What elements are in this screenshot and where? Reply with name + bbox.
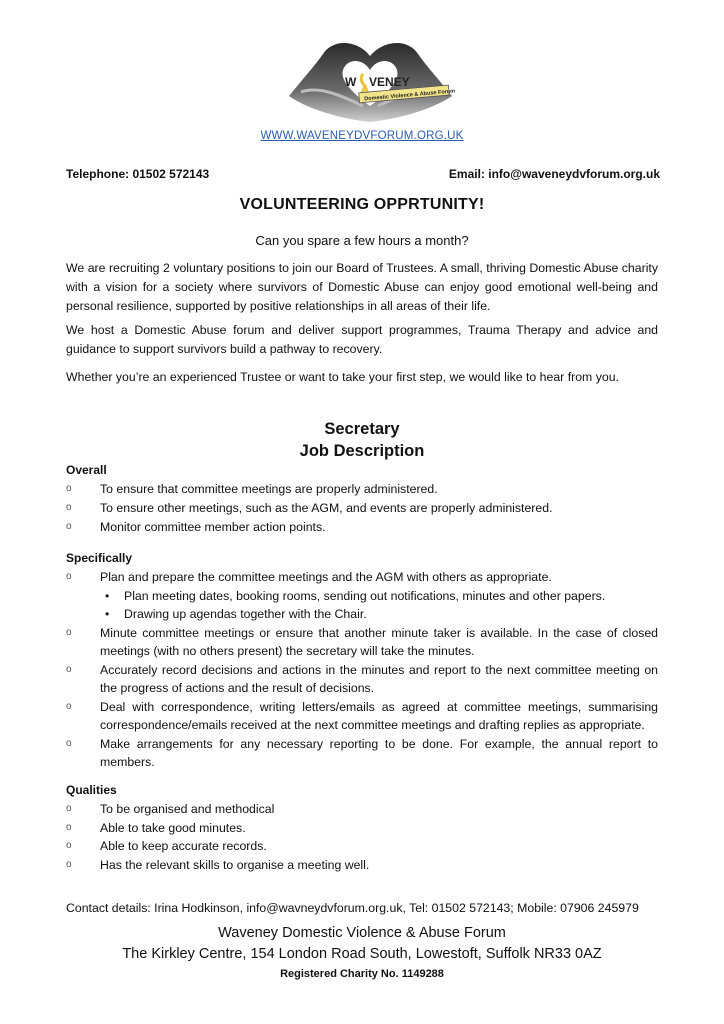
list-item: o To be organised and methodical (66, 800, 658, 819)
contact-details: Contact details: Irina Hodkinson, info@wavneydvforum.org.uk, Tel: 01502 572143; Mobile: 07906 245979 (66, 901, 639, 915)
specifically-list (66, 568, 658, 772)
role-subtitle: Job Description (299, 442, 425, 460)
sub-list-item: • Drawing up agendas together with the Chair. (66, 605, 658, 624)
circle-bullet-icon: o (66, 571, 72, 582)
intro-paragraph: We are recruiting 2 voluntary positions to join our Board of Trustees. A small, thriving Domestic Abuse charity with a vision for a society where survivors of Domestic Abuse can enjoy good emotional well-being and personal resilience, supported by positive relationships in all areas of their life. (66, 261, 658, 313)
list-item: o Make arrangements for any necessary reporting to be done. For example, the annual report to members. (66, 736, 658, 769)
heart-hands-icon (283, 36, 458, 124)
section-heading-specifically: Specifically (66, 551, 133, 565)
svg-text:W: W (345, 75, 357, 89)
list-item: o Accurately record decisions and actions in the minutes and report to the next committee meeting on the progress of actions and the result of decisions. (66, 662, 658, 695)
circle-bullet-icon: o (66, 840, 72, 851)
circle-bullet-icon: o (66, 821, 72, 833)
role-title: Secretary (324, 420, 400, 438)
page-title: VOLUNTEERING OPPRTUNITY! (239, 196, 485, 213)
intro-paragraph: We host a Domestic Abuse forum and deliver support programmes, Trauma Therapy and advice and guidance to support survivors build a pathway to recovery. (66, 323, 658, 356)
list-item: o To ensure that committee meetings are properly administered. (66, 480, 658, 499)
circle-bullet-icon: o (66, 626, 72, 638)
circle-bullet-icon: o (66, 700, 72, 712)
circle-bullet-icon: o (66, 483, 72, 494)
dot-bullet-icon: • (105, 588, 110, 603)
circle-bullet-icon: o (66, 858, 72, 870)
list-item: o Minute committee meetings or ensure that another minute taker is available. In the case of closed meetings (with no others present) the secretary will take the minutes. (66, 625, 658, 658)
list-item: o Plan and prepare the committee meetings and the AGM with others as appropriate. (66, 568, 658, 587)
sub-list-item: • Plan meeting dates, booking rooms, sending out notifications, minutes and other papers. (66, 587, 658, 606)
telephone-text: Telephone: 01502 572143 (66, 167, 210, 181)
list-item: o Monitor committee member action points. (66, 518, 658, 537)
svg-text:Domestic Violence & Abuse Foru: Domestic Violence & Abuse Forum (364, 88, 456, 103)
dot-bullet-icon: • (105, 607, 110, 621)
list-item: o Deal with correspondence, writing letters/emails as agreed at committee meetings, summarising correspondence/emails received at the next committee meetings and drafting replies as appropriate. (66, 699, 658, 732)
circle-bullet-icon: o (66, 737, 72, 749)
organisation-address: The Kirkley Centre, 154 London Road South, Lowestoft, Suffolk NR33 0AZ (122, 946, 602, 962)
waveney-logo (283, 36, 458, 124)
circle-bullet-icon: o (66, 521, 72, 532)
intro-paragraph: Whether you’re an experienced Trustee or want to take your first step, we would like to hear from you. (66, 370, 619, 384)
charity-registration: Registered Charity No. 1149288 (280, 968, 444, 980)
circle-bullet-icon: o (66, 502, 72, 513)
qualities-list (66, 800, 658, 874)
list-item: o Able to take good minutes. (66, 819, 658, 838)
svg-text:VENEY: VENEY (369, 75, 410, 89)
overall-list (66, 480, 658, 537)
list-item: o Able to keep accurate records. (66, 837, 658, 856)
page-subtitle: Can you spare a few hours a month? (255, 233, 469, 248)
circle-bullet-icon: o (66, 663, 72, 675)
list-item: o To ensure other meetings, such as the AGM, and events are properly administered. (66, 499, 658, 518)
header-contact-row (66, 167, 660, 183)
section-heading-overall: Overall (66, 463, 107, 477)
list-item: o Has the relevant skills to organise a meeting well. (66, 856, 658, 875)
email-text[interactable]: Email: info@waveneydvforum.org.uk (448, 167, 660, 181)
website-link[interactable]: WWW.WAVENEYDVFORUM.ORG.UK (260, 130, 464, 142)
organisation-name: Waveney Domestic Violence & Abuse Forum (218, 925, 506, 941)
section-heading-qualities: Qualities (66, 783, 117, 797)
circle-bullet-icon: o (66, 803, 72, 814)
